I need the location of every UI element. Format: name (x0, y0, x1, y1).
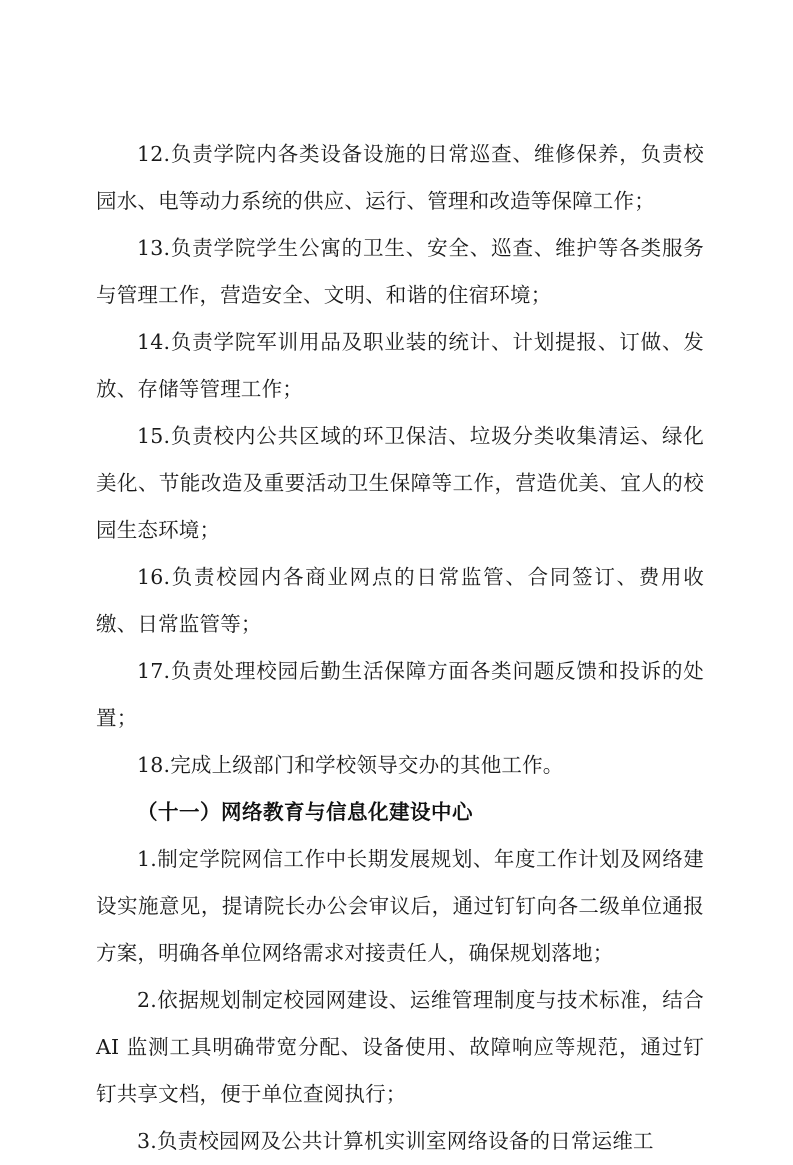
section-heading: （十一）网络教育与信息化建设中心 (137, 800, 473, 824)
paragraph-section-item-2: 2.依据规划制定校园网建设、运维管理制度与技术标准，结合 AI 监测工具明确带宽分配、设备使用、故障响应等规范，通过钉钉共享文档，便于单位查阅执行； (96, 988, 704, 1106)
paragraph-section-item-3: 3.负责校园网及公共计算机实训室网络设备的日常运维工 (137, 1129, 654, 1153)
page-content (96, 131, 704, 1165)
paragraph-item-12: 12.负责学院内各类设备设施的日常巡查、维修保养，负责校园水、电等动力系统的供应、运行、管理和改造等保障工作； (96, 142, 704, 213)
paragraph-section-item-1: 1.制定学院网信工作中长期发展规划、年度工作计划及网络建设实施意见，提请院长办公会审议后，通过钉钉向各二级单位通报方案，明确各单位网络需求对接责任人，确保规划落地； (96, 847, 704, 965)
paragraph-item-15: 15.负责校内公共区域的环卫保洁、垃圾分类收集清运、绿化美化、节能改造及重要活动卫生保障等工作，营造优美、宜人的校园生态环境； (96, 424, 704, 542)
paragraph-item-13: 13.负责学院学生公寓的卫生、安全、巡查、维护等各类服务与管理工作，营造安全、文明、和谐的住宿环境； (96, 236, 704, 307)
paragraph-item-17: 17.负责处理校园后勤生活保障方面各类问题反馈和投诉的处置； (96, 659, 704, 730)
paragraph-item-16: 16.负责校园内各商业网点的日常监管、合同签订、费用收缴、日常监管等； (96, 565, 704, 636)
paragraph-item-14: 14.负责学院军训用品及职业装的统计、计划提报、订做、发放、存储等管理工作； (96, 330, 704, 401)
paragraph-item-18: 18.完成上级部门和学校领导交办的其他工作。 (137, 753, 564, 777)
